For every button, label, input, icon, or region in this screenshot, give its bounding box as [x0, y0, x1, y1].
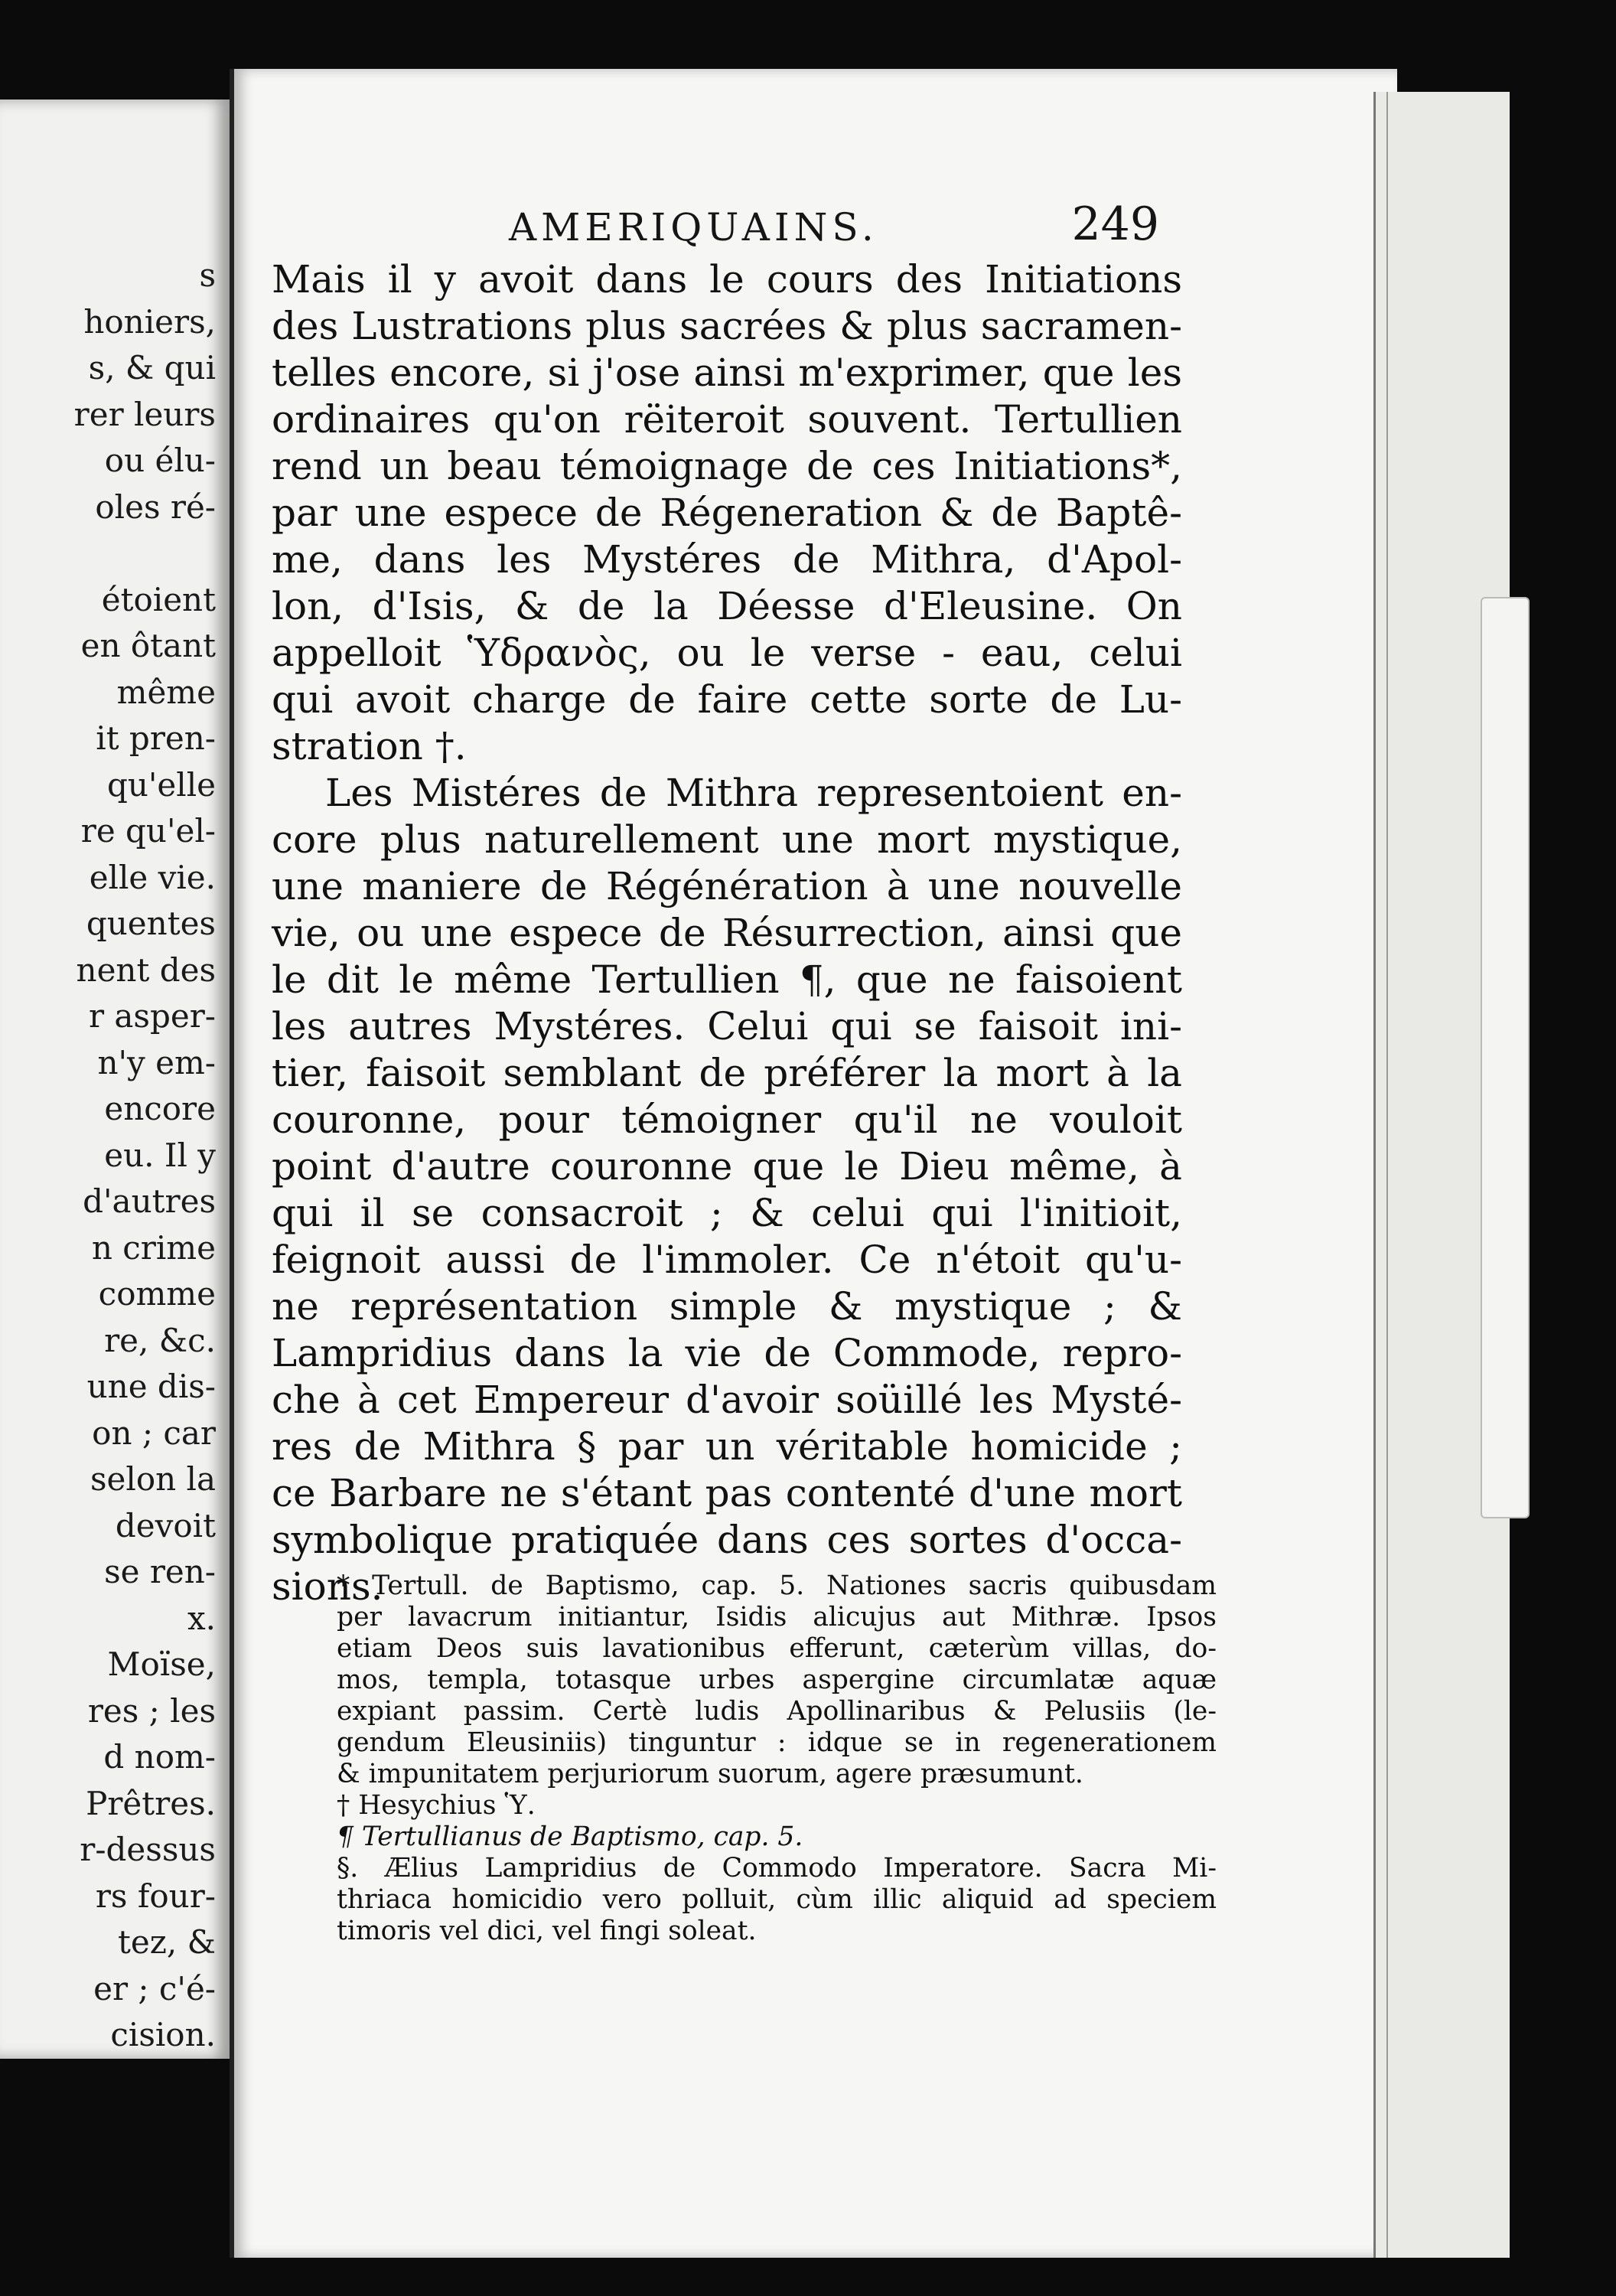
left-page-line: rs four- [95, 1877, 216, 1915]
body-line: res de Mithra § par un véritable homicide ; [272, 1424, 1182, 1469]
left-page-line: on ; car [92, 1414, 216, 1452]
body-line: telles encore, si j'ose ainsi m'exprimer, que les [272, 351, 1182, 395]
body-line: symbolique pratiquée dans ces sortes d'occa- [272, 1518, 1182, 1562]
left-page-line: it pren- [96, 719, 216, 757]
left-page-line: r-dessus [80, 1831, 216, 1868]
left-page-line: qu'elle [106, 765, 216, 804]
body-line: ordinaires qu'on rëiteroit souvent. Tertullien [272, 397, 1182, 442]
left-page-line: s, & qui [88, 349, 216, 386]
left-page-line: une dis- [86, 1368, 216, 1405]
left-page-line: re, &c. [104, 1321, 216, 1359]
body-line: stration †. [272, 724, 467, 768]
footnote-line: * Tertull. de Baptismo, cap. 5. Nationes sacris quibusdam [337, 1570, 1217, 1601]
body-line: qui avoit charge de faire cette sorte de Lu- [272, 677, 1182, 722]
body-line: me, dans les Mystéres de Mithra, d'Apol- [272, 537, 1182, 582]
footnote-line: thriaca homicidio vero polluit, cùm illic aliquid ad speciem [337, 1884, 1217, 1915]
left-page-line: eu. Il y [104, 1136, 216, 1174]
footnote-line: expiant passim. Certè ludis Apollinaribus & Pelusiis (le- [337, 1696, 1217, 1727]
left-page-line: étoient [101, 580, 216, 618]
left-page-line: ou élu- [104, 442, 216, 479]
left-page-line: er ; c'é- [93, 1969, 216, 2007]
left-page-line: d nom- [103, 1738, 216, 1776]
body-line: le dit le même Tertullien ¶, que ne faisoient [272, 957, 1182, 1002]
left-page-line: elle vie. [89, 858, 216, 896]
running-head-title: AMERIQUAINS. [509, 205, 878, 249]
body-line: une maniere de Régénération à une nouvelle [272, 864, 1182, 908]
left-page-line: même [116, 673, 216, 711]
footnote-line: timoris vel dici, vel fingi soleat. [337, 1916, 757, 1946]
body-line: lon, d'Isis, & de la Déesse d'Eleusine. On [272, 584, 1182, 628]
body-text [272, 256, 1182, 1610]
left-page-line: en ôtant [80, 627, 216, 664]
left-page-line [0, 530, 216, 577]
body-line: appelloit Ὑδρανὸς, ou le verse - eau, celui [272, 631, 1182, 675]
left-page-line: Moïse, [107, 1645, 216, 1683]
footnote-line: per lavacrum initiantur, Isidis alicujus aut Mithræ. Ipsos [337, 1602, 1217, 1632]
body-line: des Lustrations plus sacrées & plus sacramen- [272, 304, 1182, 348]
left-page-line: devoit [115, 1506, 216, 1544]
body-line: qui il se consacroit ; & celui qui l'initioit, [272, 1191, 1182, 1235]
left-page-line: encore [104, 1090, 216, 1127]
bookmark-strip [1481, 597, 1530, 1518]
body-line: par une espece de Régeneration & de Baptê- [272, 491, 1182, 535]
left-page-line: d'autres [83, 1182, 216, 1220]
left-page-line: selon la [90, 1460, 216, 1498]
left-page-line: se ren- [104, 1553, 216, 1590]
left-page-line: oles ré- [95, 488, 216, 526]
left-page-line: nent des [76, 951, 216, 989]
left-page-line: rer leurs [73, 395, 216, 433]
left-page-line: honiers, [83, 302, 216, 341]
left-page-line: x. [187, 1599, 216, 1637]
footnotes [337, 1570, 1217, 1947]
body-line: core plus naturellement une mort mystique, [272, 817, 1182, 862]
body-line: che à cet Empereur d'avoir soüillé les Mysté- [272, 1378, 1182, 1422]
body-line: Les Mistéres de Mithra representoient en- [325, 771, 1182, 815]
page-number: 249 [1071, 197, 1159, 251]
footnote-line: §. Ælius Lampridius de Commodo Imperatore. Sacra Mi- [337, 1853, 1217, 1883]
body-line: les autres Mystéres. Celui qui se faisoit ini- [272, 1004, 1182, 1049]
running-head [509, 191, 1159, 253]
body-line: vie, ou une espece de Résurrection, ainsi que [272, 911, 1182, 955]
body-line: couronne, pour témoigner qu'il ne vouloit [272, 1097, 1182, 1142]
body-line: point d'autre couronne que le Dieu même, à [272, 1144, 1182, 1189]
body-line: sions. [272, 1564, 383, 1609]
left-page-line: re qu'el- [80, 812, 216, 850]
body-line: feignoit aussi de l'immoler. Ce n'étoit qu'u- [272, 1238, 1182, 1282]
body-line: Mais il y avoit dans le cours des Initiations [272, 257, 1182, 302]
footnote-line: gendum Eleusiniis) tinguntur : idque se in regenerationem [337, 1727, 1217, 1758]
left-facing-page [0, 99, 230, 2059]
footnote-line: ¶ Tertullianus de Baptismo, cap. 5. [337, 1821, 803, 1852]
left-page-line: n'y em- [97, 1043, 216, 1081]
body-line: tier, faisoit semblant de préférer la mort à la [272, 1051, 1182, 1095]
left-page-line: Prêtres. [86, 1784, 216, 1822]
left-page-line: tez, & [118, 1923, 216, 1961]
body-line: ce Barbare ne s'étant pas contenté d'une mort [272, 1471, 1182, 1515]
body-line: rend un beau témoignage de ces Initiations*, [272, 444, 1182, 488]
left-page-line: cision. [110, 2016, 216, 2053]
footnote-line: etiam Deos suis lavationibus efferunt, cæterùm villas, do- [337, 1633, 1217, 1664]
left-page-line: quentes [86, 905, 216, 942]
left-page-line: r asper- [88, 997, 216, 1035]
body-line: ne représentation simple & mystique ; & [272, 1284, 1182, 1329]
left-page-line: s [199, 256, 216, 294]
footnote-line: † Hesychius Ὑ. [337, 1790, 536, 1821]
left-page-line: comme [98, 1275, 216, 1313]
footnote-line: & impunitatem perjuriorum suorum, agere præsumunt. [337, 1759, 1083, 1789]
body-line: Lampridius dans la vie de Commode, repro- [272, 1331, 1182, 1375]
left-page-line: res ; les [87, 1691, 216, 1730]
left-page-line: n crime [91, 1228, 216, 1267]
left-page-text [0, 253, 216, 2059]
footnote-line: mos, templa, totasque urbes aspergine circumlatæ aquæ [337, 1665, 1217, 1695]
